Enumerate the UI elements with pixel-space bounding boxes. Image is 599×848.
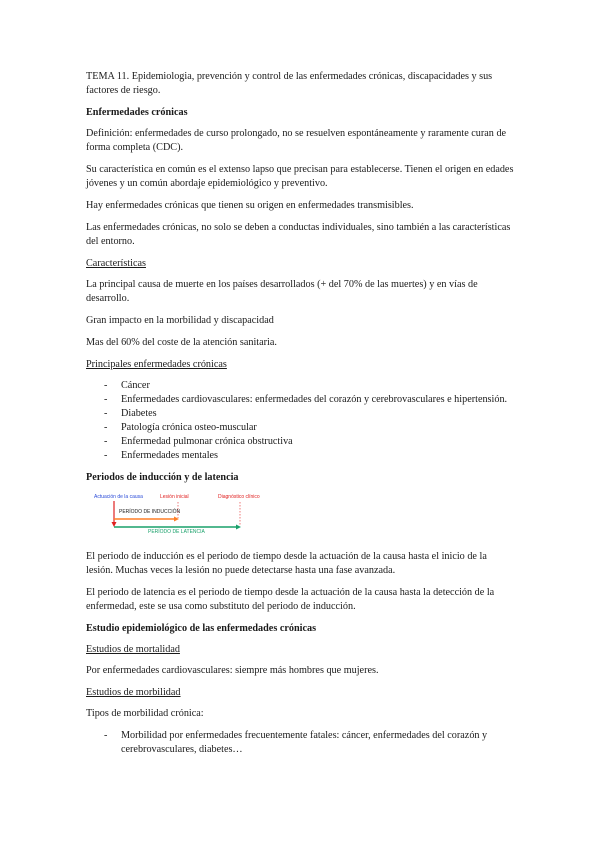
label-diagnostico: Diagnóstico clínico	[218, 494, 260, 500]
paragraph: Tipos de morbilidad crónica:	[86, 708, 204, 719]
list-item: - Enfermedades cardiovasculares: enfermedades del corazón y cerebrovasculares e hipertensión.	[86, 393, 515, 407]
list-item: - Cáncer	[86, 379, 515, 393]
paragraph: La principal causa de muerte en los países desarrollados (+ del 70% de las muertes) y en vías de desarrollo.	[86, 279, 478, 304]
paragraph: Definición: enfermedades de curso prolongado, no se resuelven espontáneamente y raramente curan de forma completa (CDC).	[86, 128, 507, 153]
subheading-mortalidad: Estudios de mortalidad	[86, 644, 180, 655]
document-title: TEMA 11. Epidemiologia, prevención y control de las enfermedades crónicas, discapacidades y sus factores de riesgo.	[86, 71, 493, 96]
heading-enfermedades-cronicas: Enfermedades crónicas	[86, 107, 188, 118]
paragraph: El periodo de latencia es el periodo de tiempo desde la actuación de la causa hasta la detección de la enfermedad, este se usa como substituto del periodo de inducción.	[86, 587, 495, 612]
list-item: - Patología crónica osteo-muscular	[86, 421, 515, 435]
list-item: - Morbilidad por enfermedades frecuentemente fatales: cáncer, enfermedades del corazón y cerebrovasculares, diabetes…	[86, 729, 515, 757]
label-latencia: PERÍODO DE LATENCIA	[148, 529, 205, 535]
subheading-caracteristicas: Características	[86, 258, 146, 269]
label-induccion: PERÍODO DE INDUCCIÓN	[119, 509, 181, 515]
paragraph: Gran impacto en la morbilidad y discapacidad	[86, 315, 274, 326]
list-item: - Diabetes	[86, 407, 515, 421]
list-item: - Enfermedad pulmonar crónica obstructiva	[86, 435, 515, 449]
paragraph: Mas del 60% del coste de la atención sanitaria.	[86, 337, 277, 348]
paragraph: Su característica en común es el extenso lapso que precisan para establecerse. Tienen el origen en edades jóvenes y un común abordaje epidemiológico y preventivo.	[86, 164, 514, 189]
induction-latency-diagram	[90, 492, 260, 540]
latency-arrow-head	[236, 525, 241, 530]
paragraph: Por enfermedades cardiovasculares: siempre más hombres que mujeres.	[86, 665, 379, 676]
subheading-morbilidad: Estudios de morbilidad	[86, 687, 181, 698]
paragraph: Hay enfermedades crónicas que tienen su origen en enfermedades transmisibles.	[86, 200, 414, 211]
disease-list	[86, 379, 515, 463]
list-item: - Enfermedades mentales	[86, 449, 515, 463]
label-cause: Actuación de la causa	[94, 494, 143, 500]
heading-periodos: Periodos de inducción y de latencia	[86, 472, 239, 483]
subheading-principales: Principales enfermedades crónicas	[86, 359, 227, 370]
morbidity-list	[86, 729, 515, 757]
label-lesion: Lesión inicial	[160, 494, 189, 500]
heading-estudio: Estudio epidemiológico de las enfermedades crónicas	[86, 623, 317, 634]
paragraph: Las enfermedades crónicas, no solo se deben a conductas individuales, sino también a las características del entorno.	[86, 222, 511, 247]
paragraph: El periodo de inducción es el periodo de tiempo desde la actuación de la causa hasta el inicio de la lesión. Muchas veces la lesión no puede detectarse hasta una fase avanzada.	[86, 551, 487, 576]
